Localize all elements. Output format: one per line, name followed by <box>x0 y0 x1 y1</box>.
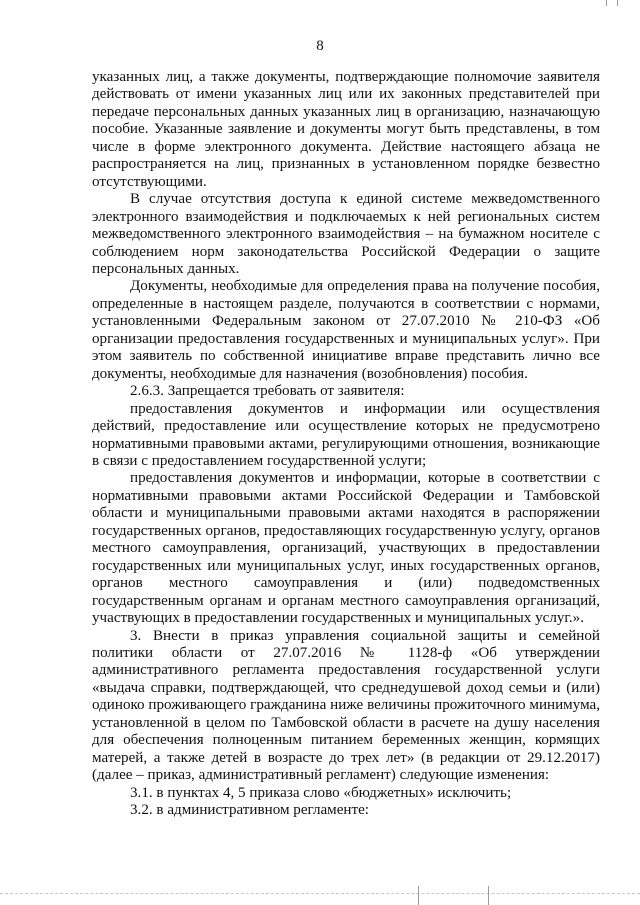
scan-corner-mark <box>606 0 618 6</box>
scan-footer-line <box>0 893 640 895</box>
clause-2-6-3-item-2: предоставления документов и информации, которые в соответствии с нормативными правовыми актами Российской Федерации и Тамбовской области и муниципальными правовыми актами находятся в распоряжении государственных органов, предоставляющих государственную услугу, органов местного самоуправления, организаций, участвующих в предоставлении государственных или муниципальных услуг, иных государственных органов, органов местного самоуправления и (или) подведомственных государственным органам и органам местного самоуправления организаций, участвующих в предоставлении государственных и муниципальных услуг.». <box>92 470 600 627</box>
scan-tick-mark <box>418 886 419 905</box>
clause-3: 3. Внести в приказ управления социальной защиты и семейной политики области от 27.07.2016 № 1128-ф «Об утверждении административного регламента предоставления государственной услуги «выдача справки, подтверждающей, что среднедушевой доход семьи и (или) одиноко проживающего гражданина ниже величины прожиточного минимума, установленной в целом по Тамбовской области в расчете на душу населения для обеспечения полноценным питанием беременных женщин, кормящих матерей, а также детей в возрасте до трех лет» (в редакции от 29.12.2017) (далее – приказ, административный регламент) следующие изменения: <box>92 627 600 784</box>
page-number: 8 <box>316 38 324 54</box>
paragraph-continuation: указанных лиц, а также документы, подтверждающие полномочие заявителя действовать от имени указанных лиц или их законных представителей при передаче персональных данных указанных лиц в организацию, назначающую пособие. Указанные заявление и документы могут быть представлены, в том числе в форме электронного документа. Действие настоящего абзаца не распространяется на лиц, признанных в установленном порядке безвестно отсутствующими. <box>92 69 600 190</box>
paragraph-required-documents: Документы, необходимые для определения права на получение пособия, определенные в настоящем разделе, получаются в соответствии с нормами, установленными Федеральным законом от 27.07.2010 № 210-ФЗ «Об организации предоставления государственных и муниципальных услуг». При этом заявитель по собственной инициативе вправе представить лично все документы, необходимые для назначения (возобновления) пособия. <box>92 278 600 382</box>
clause-2-6-3-item-1: предоставления документов и информации или осуществления действий, предоставление или осуществление которых не предусмотрено нормативными правовыми актами, регулирующими отношения, возникающие в связи с предоставлением государственной услуги; <box>92 400 600 469</box>
clause-3-1: 3.1. в пунктах 4, 5 приказа слово «бюджетных» исключить; <box>130 784 512 801</box>
document-body <box>92 69 600 819</box>
clause-2-6-3-heading: 2.6.3. Запрещается требовать от заявителя: <box>130 383 405 400</box>
paragraph-no-access: В случае отсутствия доступа к единой системе межведомственного электронного взаимодействия и подключаемых к ней региональных систем межведомственного электронного взаимодействия – на бумажном носителе с соблюдением норм законодательства Российской Федерации о защите персональных данных. <box>92 191 600 277</box>
clause-3-2: 3.2. в административном регламенте: <box>130 802 369 819</box>
scan-tick-mark <box>488 886 489 905</box>
